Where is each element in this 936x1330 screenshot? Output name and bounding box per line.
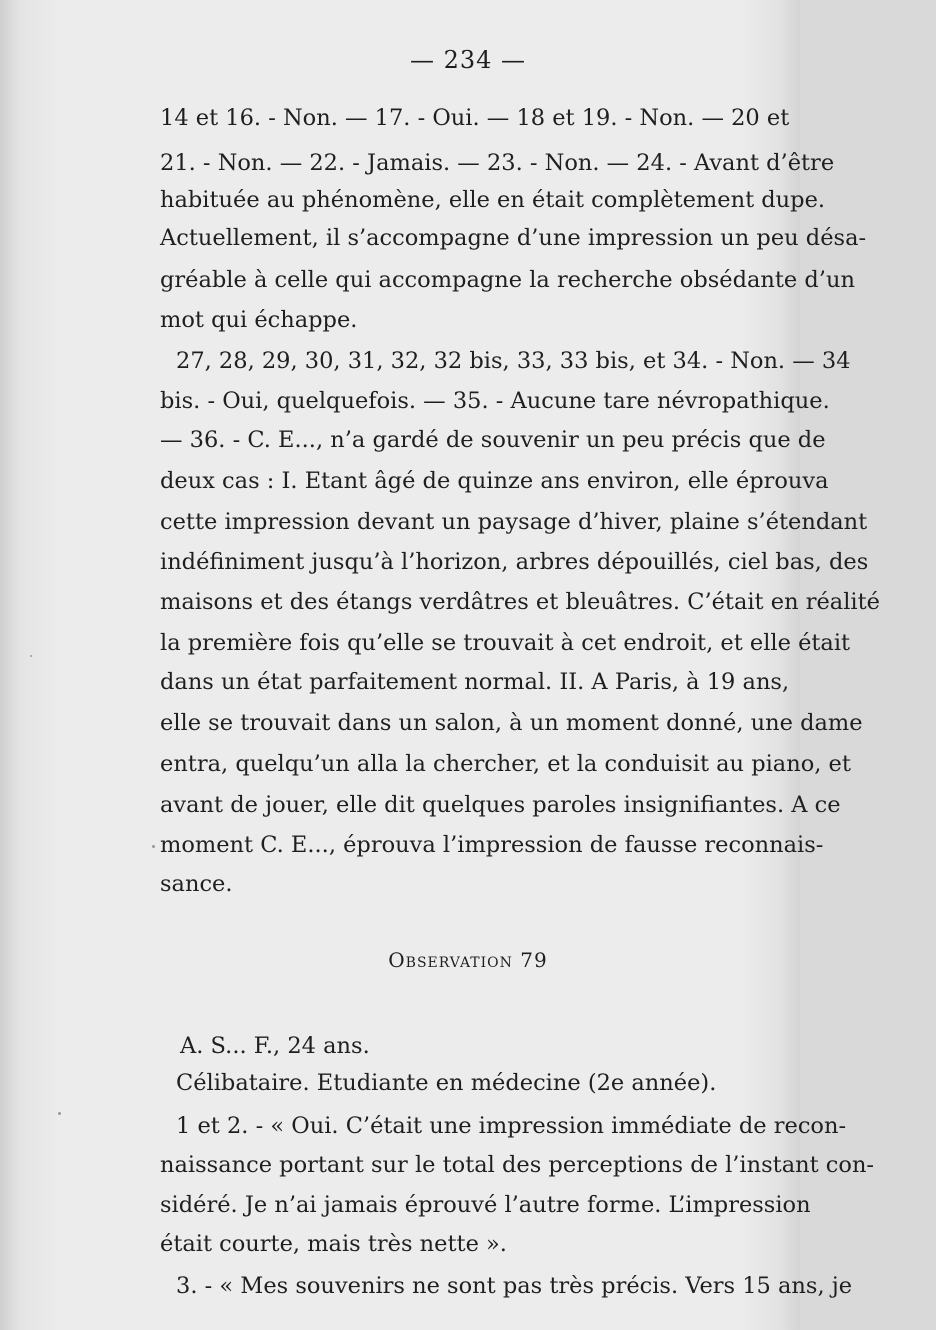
text-line: 27, 28, 29, 30, 31, 32, 32 bis, 33, 33 bis, et 34. - Non. — 34 xyxy=(176,348,851,374)
text-line: avant de jouer, elle dit quelques paroles insignifiantes. A ce xyxy=(160,792,841,818)
text-line: dans un état parfaitement normal. II. A Paris, à 19 ans, xyxy=(160,669,790,695)
paper-speck xyxy=(30,655,32,657)
text-line: bis. - Oui, quelquefois. — 35. - Aucune tare névropathique. xyxy=(160,388,830,414)
text-line: — 36. - C. E..., n’a gardé de souvenir un peu précis que de xyxy=(160,427,826,453)
observation-heading: Observation 79 xyxy=(388,948,548,972)
text-line: entra, quelqu’un alla la chercher, et la conduisit au piano, et xyxy=(160,751,851,777)
text-line: maisons et des étangs verdâtres et bleuâtres. C’était en réalité xyxy=(160,589,880,615)
text-line: était courte, mais très nette ». xyxy=(160,1231,507,1257)
text-line: A. S... F., 24 ans. xyxy=(180,1033,370,1059)
text-line: Actuellement, il s’accompagne d’une impression un peu désa- xyxy=(160,225,867,251)
text-line: Célibataire. Etudiante en médecine (2e année). xyxy=(176,1070,717,1096)
text-line: naissance portant sur le total des perceptions de l’instant con- xyxy=(160,1152,875,1178)
text-line: 21. - Non. — 22. - Jamais. — 23. - Non. — 24. - Avant d’être xyxy=(160,150,835,176)
text-line: 1 et 2. - « Oui. C’était une impression immédiate de recon- xyxy=(176,1113,847,1139)
text-line: sidéré. Je n’ai jamais éprouvé l’autre forme. L’impression xyxy=(160,1192,811,1218)
text-line: moment C. E..., éprouva l’impression de fausse reconnais- xyxy=(160,832,824,858)
text-line: 14 et 16. - Non. — 17. - Oui. — 18 et 19. - Non. — 20 et xyxy=(160,105,790,131)
text-line: indéfiniment jusqu’à l’horizon, arbres dépouillés, ciel bas, des xyxy=(160,549,869,575)
paper-speck xyxy=(152,845,155,848)
text-line: habituée au phénomène, elle en était complètement dupe. xyxy=(160,187,826,213)
paper-speck xyxy=(58,1112,61,1115)
text-line: deux cas : I. Etant âgé de quinze ans environ, elle éprouva xyxy=(160,468,829,494)
text-line: cette impression devant un paysage d’hiver, plaine s’étendant xyxy=(160,509,868,535)
page-number: — 234 — xyxy=(409,46,527,74)
text-line: 3. - « Mes souvenirs ne sont pas très précis. Vers 15 ans, je xyxy=(176,1273,853,1299)
text-line: la première fois qu’elle se trouvait à cet endroit, et elle était xyxy=(160,630,851,656)
text-line: gréable à celle qui accompagne la recherche obsédante d’un xyxy=(160,267,855,293)
text-line: mot qui échappe. xyxy=(160,307,358,333)
text-line: sance. xyxy=(160,871,233,897)
text-line: elle se trouvait dans un salon, à un moment donné, une dame xyxy=(160,710,863,736)
